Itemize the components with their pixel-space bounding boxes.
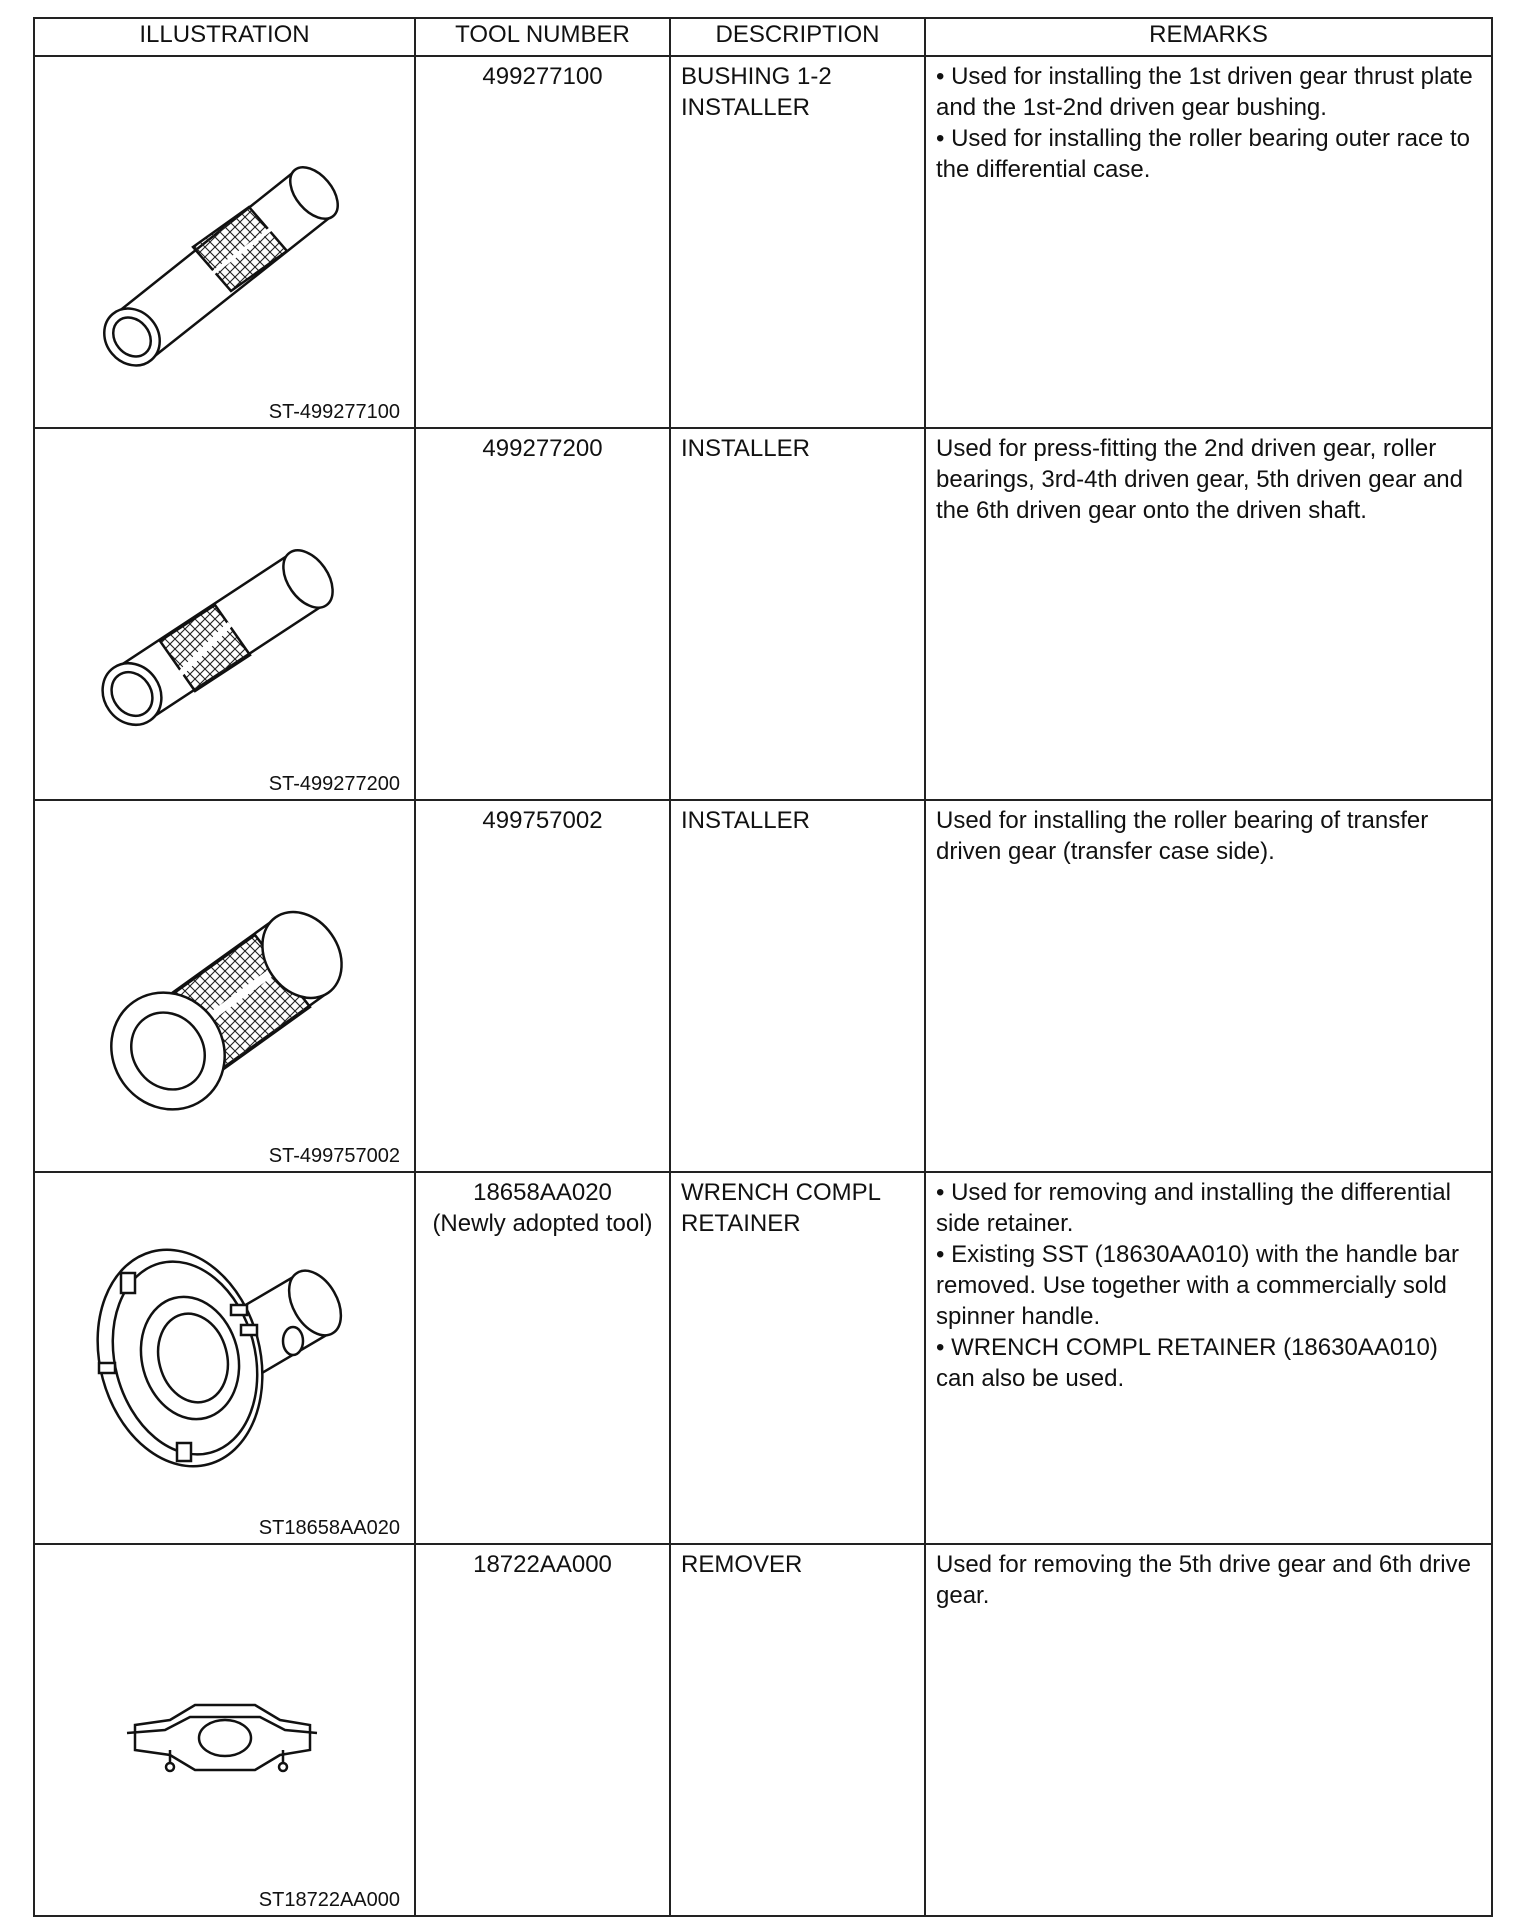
remark-item: Used for press-fitting the 2nd driven gear, roller bearings, 3rd-4th driven gear, 5th driven gear and the 6th driven gear onto the driven shaft. bbox=[936, 435, 1464, 524]
table-row bbox=[34, 800, 1492, 1172]
tool-number-note: (Newly adopted tool) bbox=[432, 1210, 653, 1237]
remarks-cell bbox=[925, 56, 1492, 428]
tool-number: 499757002 bbox=[482, 807, 603, 834]
illustration-code: ST18658AA020 bbox=[258, 1517, 400, 1539]
table-row bbox=[34, 1544, 1492, 1916]
tool-number-cell bbox=[415, 1172, 670, 1544]
illustration-cell bbox=[34, 56, 415, 428]
remover-clamp-icon bbox=[65, 1585, 415, 1865]
description-line: INSTALLER bbox=[681, 94, 810, 121]
description-line: REMOVER bbox=[681, 1551, 803, 1578]
table-row bbox=[34, 1172, 1492, 1544]
header-remarks: REMARKS bbox=[925, 18, 1492, 56]
tool-number: 499277100 bbox=[482, 63, 603, 90]
description-line: INSTALLER bbox=[681, 807, 810, 834]
remarks-cell bbox=[925, 1172, 1492, 1544]
bushing-installer-icon bbox=[65, 97, 415, 377]
special-tools-table bbox=[33, 17, 1493, 1917]
tool-number-cell bbox=[415, 1544, 670, 1916]
illustration-code: ST-499757002 bbox=[268, 1145, 400, 1167]
header-illustration: ILLUSTRATION bbox=[34, 18, 415, 56]
description-line: RETAINER bbox=[681, 1210, 801, 1237]
remark-item: • Used for installing the 1st driven gear thrust plate and the 1st-2nd driven gear bushing. bbox=[936, 63, 1473, 121]
remark-item: • Used for removing and installing the differential side retainer. bbox=[936, 1179, 1451, 1237]
tool-number-cell bbox=[415, 800, 670, 1172]
description-cell bbox=[670, 1172, 925, 1544]
tool-number-cell bbox=[415, 428, 670, 800]
illustration-code: ST-499277100 bbox=[268, 401, 400, 423]
illustration-code: ST-499277200 bbox=[268, 773, 400, 795]
remark-item: Used for removing the 5th drive gear and 6th drive gear. bbox=[936, 1551, 1471, 1609]
description-line: BUSHING 1-2 bbox=[681, 63, 832, 90]
description-line: WRENCH COMPL bbox=[681, 1179, 882, 1206]
description-cell bbox=[670, 1544, 925, 1916]
installer-knurled-icon bbox=[65, 841, 415, 1121]
remark-item: • WRENCH COMPL RETAINER (18630AA010) can also be used. bbox=[936, 1334, 1438, 1392]
illustration-code: ST18722AA000 bbox=[258, 1889, 400, 1911]
remarks-cell bbox=[925, 800, 1492, 1172]
description-cell bbox=[670, 800, 925, 1172]
tool-number: 499277200 bbox=[482, 435, 603, 462]
remarks-cell bbox=[925, 1544, 1492, 1916]
tool-number: 18722AA000 bbox=[473, 1551, 612, 1578]
illustration-cell bbox=[34, 428, 415, 800]
table-header-row bbox=[34, 18, 1492, 56]
illustration-cell bbox=[34, 800, 415, 1172]
description-cell bbox=[670, 428, 925, 800]
description-cell bbox=[670, 56, 925, 428]
illustration-cell bbox=[34, 1544, 415, 1916]
illustration-cell bbox=[34, 1172, 415, 1544]
installer-tube-icon bbox=[65, 469, 415, 749]
remark-item: • Used for installing the roller bearing outer race to the differential case. bbox=[936, 125, 1471, 183]
remarks-cell bbox=[925, 428, 1492, 800]
remark-item: Used for installing the roller bearing of transfer driven gear (transfer case side). bbox=[936, 807, 1429, 865]
remark-item: • Existing SST (18630AA010) with the handle bar removed. Use together with a commercially sold spinner handle. bbox=[936, 1241, 1459, 1330]
table-row bbox=[34, 56, 1492, 428]
header-description: DESCRIPTION bbox=[670, 18, 925, 56]
table-row bbox=[34, 428, 1492, 800]
wrench-retainer-icon bbox=[65, 1213, 415, 1493]
description-line: INSTALLER bbox=[681, 435, 810, 462]
header-tool-number: TOOL NUMBER bbox=[415, 18, 670, 56]
tool-number: 18658AA020 bbox=[473, 1179, 612, 1206]
tool-number-cell bbox=[415, 56, 670, 428]
